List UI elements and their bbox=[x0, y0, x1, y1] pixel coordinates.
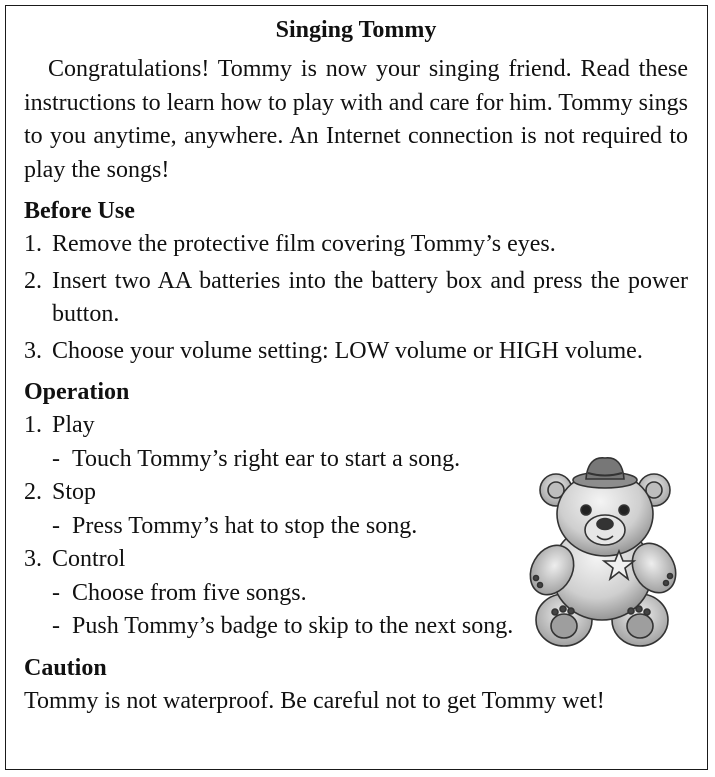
item-text: Remove the protective film covering Tommy’s eyes. bbox=[52, 231, 556, 257]
intro-paragraph: Congratulations! Tommy is now your singing friend. Read these instructions to learn how to play with and care for him. Tommy sings to you anytime, anywhere. An Internet connection is not required to play the songs! bbox=[24, 56, 688, 183]
item-number: 3. bbox=[24, 337, 42, 364]
page-title: Singing Tommy bbox=[275, 17, 437, 43]
item-number: 1. bbox=[24, 231, 42, 257]
item-text: Insert two AA batteries into the battery box and press the power button. bbox=[52, 267, 688, 327]
before-use-heading: Before Use bbox=[24, 198, 135, 224]
bear-left-eye bbox=[581, 505, 591, 515]
list-item bbox=[24, 265, 688, 332]
dash-marker: - bbox=[52, 613, 60, 639]
item-text: Choose your volume setting: LOW volume or HIGH volume. bbox=[52, 337, 643, 364]
caution-heading: Caution bbox=[24, 654, 107, 681]
dash-marker: - bbox=[52, 512, 60, 539]
list-item bbox=[24, 228, 688, 262]
teddy-bear-illustration bbox=[504, 448, 686, 650]
item-number: 3. bbox=[24, 546, 42, 572]
before-use-list bbox=[24, 228, 688, 368]
detail-text: Choose from five songs. bbox=[72, 579, 307, 606]
dash-marker: - bbox=[52, 445, 60, 472]
bear-right-eye bbox=[619, 505, 629, 515]
detail-text: Push Tommy’s badge to skip to the next song. bbox=[72, 613, 514, 639]
item-number: 2. bbox=[24, 267, 42, 294]
item-label: Control bbox=[52, 546, 126, 572]
item-label: Play bbox=[52, 412, 95, 438]
item-label: Stop bbox=[52, 479, 97, 505]
item-number: 2. bbox=[24, 479, 42, 505]
item-number: 1. bbox=[24, 412, 42, 438]
detail-text: Press Tommy’s hat to stop the song. bbox=[72, 512, 418, 539]
dash-marker: - bbox=[52, 579, 60, 606]
list-item bbox=[24, 335, 688, 369]
operation-heading: Operation bbox=[24, 379, 130, 405]
detail-text: Touch Tommy’s right ear to start a song. bbox=[72, 445, 461, 472]
bear-nose bbox=[597, 519, 613, 530]
caution-text: Tommy is not waterproof. Be careful not to get Tommy wet! bbox=[24, 687, 605, 714]
